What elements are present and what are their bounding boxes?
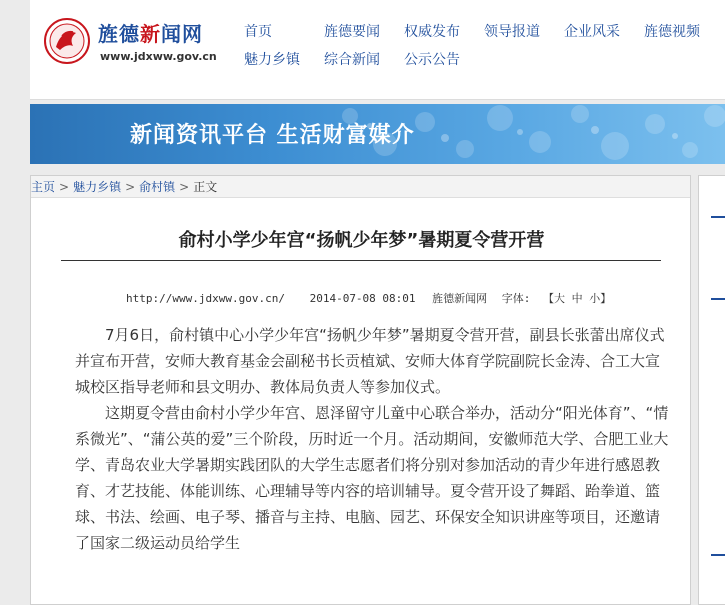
breadcrumb-home[interactable]: 主页 — [31, 180, 56, 194]
banner — [30, 104, 725, 164]
article-panel — [30, 175, 691, 605]
breadcrumb-separator: > — [179, 180, 190, 194]
sidebar-heading-bar — [711, 554, 725, 556]
site-name: 旌德新闻网 — [98, 22, 203, 46]
nav-item-jingde-news[interactable]: 旌德要闻 — [324, 24, 380, 40]
main-nav — [244, 21, 724, 77]
breadcrumb-yucun[interactable]: 俞村镇 — [139, 180, 176, 194]
nav-item-towns[interactable]: 魅力乡镇 — [244, 52, 300, 68]
breadcrumb-separator: > — [59, 180, 70, 194]
breadcrumb — [31, 176, 690, 198]
nav-item-leader-reports[interactable]: 领导报道 — [484, 24, 540, 40]
breadcrumb-towns[interactable]: 魅力乡镇 — [73, 180, 122, 194]
article-meta — [126, 290, 611, 306]
article-url: http://www.jdxww.gov.cn/ — [126, 292, 285, 305]
article-source: 旌德新闻网 — [432, 292, 488, 305]
breadcrumb-current: 正文 — [193, 180, 218, 194]
breadcrumb-separator: > — [125, 180, 136, 194]
nav-row-1 — [244, 21, 724, 49]
font-size-label: 字体: — [501, 292, 531, 305]
title-divider — [61, 260, 661, 261]
site-header — [30, 0, 725, 100]
nav-item-official-release[interactable]: 权威发布 — [404, 24, 460, 40]
sidebar-heading-bar — [711, 216, 725, 218]
nav-item-home[interactable]: 首页 — [244, 24, 272, 40]
article-datetime: 2014-07-08 08:01 — [309, 292, 416, 305]
article-paragraph: 7月6日，俞村镇中心小学少年宫“扬帆少年梦”暑期夏令营开营，副县长张蕾出席仪式并宣布开营，安师大教育基金会副秘书长贡植斌、安师大体育学院副院长金涛、合工大宣城校区指导老师和县文明办、教体局负责人等参加仪式。 — [75, 326, 665, 396]
nav-row-2 — [244, 49, 724, 77]
nav-item-announcements[interactable]: 公示公告 — [404, 52, 460, 68]
article-body — [75, 322, 671, 556]
nav-item-enterprise[interactable]: 企业风采 — [564, 24, 620, 40]
sidebar-heading-bar — [711, 298, 725, 300]
nav-item-general-news[interactable]: 综合新闻 — [324, 52, 380, 68]
right-sidebar — [698, 175, 725, 605]
nav-item-video[interactable]: 旌德视频 — [644, 24, 700, 40]
article-title: 俞村小学少年宫“扬帆少年梦”暑期夏令营开营 — [178, 230, 545, 251]
article-paragraph: 这期夏令营由俞村小学少年宫、恩泽留守儿童中心联合举办，活动分“阳光体育”、“情系微光”、“蒲公英的爱”三个阶段，历时近一个月。活动期间，安徽师范大学、合肥工业大学、青岛农业大学暑期实践团队的大学生志愿者们将分别对参加活动的青少年进行感恩教育、才艺技能、体能训练、心理辅导等内容的培训辅导。夏令营开设了舞蹈、跆拳道、篮球、书法、绘画、电子琴、播音与主持、电脑、园艺、环保安全知识讲座等项目，还邀请了国家二级运动员给学生 — [75, 404, 669, 552]
logo-emblem-icon — [42, 16, 92, 66]
font-size-switcher[interactable]: 【大 中 小】 — [543, 292, 612, 305]
banner-slogan: 新闻资讯平台 生活财富媒介 — [130, 123, 415, 148]
site-url: www.jdxww.gov.cn — [100, 50, 217, 63]
site-logo[interactable] — [42, 14, 222, 70]
